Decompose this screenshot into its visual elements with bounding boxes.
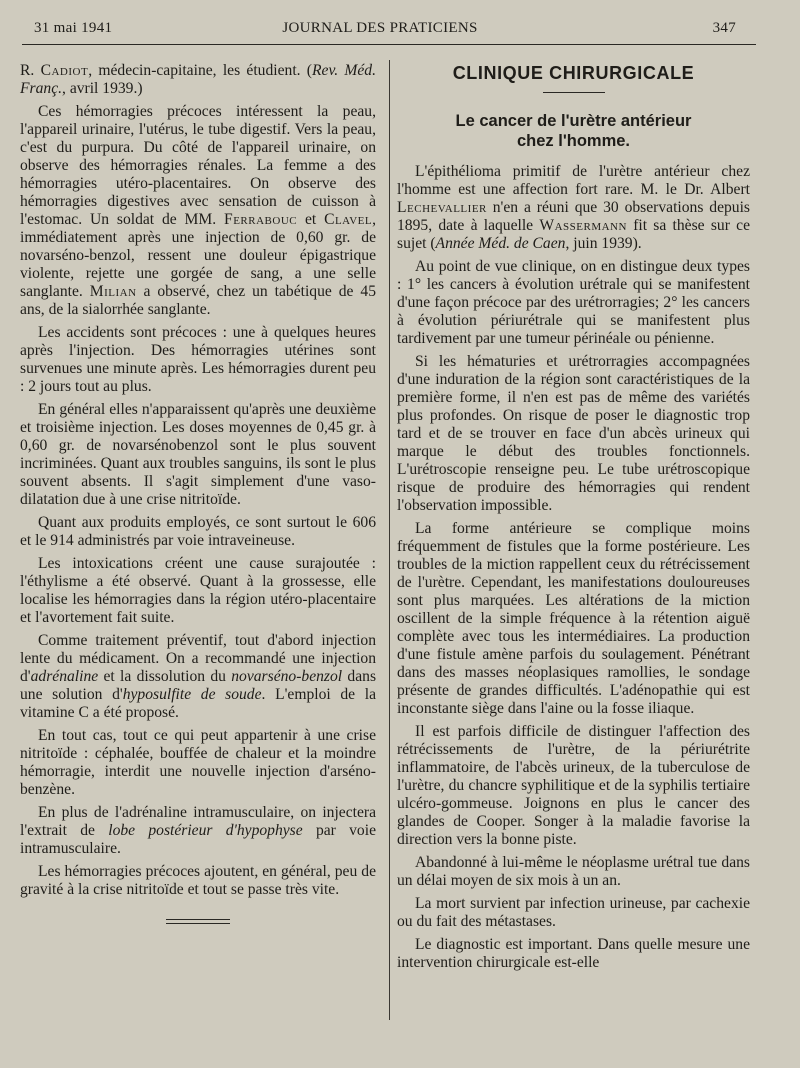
paragraph: La forme antérieure se complique moins fréquemment de fistules que la forme postérieure. Les troubles de la miction rappellent ceux du rétrécissement de l'urètre. Cependant, les manifestations douloureuses sont plus marquées. Les altérations de la miction oscillent de la simple fréquence à la rétention aiguë complète avec tous les intermédiaires. La production d'une fistule amène parfois du soulagement. Pénétrant dans des masses néoplasiques ramollies, le sondage présente de grandes difficultés. L'adénopathie qui est inconstante siège dans l'aine ou la fosse iliaque.: [397, 520, 750, 717]
right-column: [397, 62, 750, 977]
paragraph: Abandonné à lui-même le néoplasme urétral tue dans un délai moyen de six mois à un an.: [397, 854, 750, 889]
paragraph: Les accidents sont précoces : une à quelques heures après l'injection. Des hémorragies utérines sont survenues une minute après. Les hémorragies durent peu : 2 jours tout au plus.: [20, 324, 376, 395]
journal-title: JOURNAL DES PRATICIENS: [282, 20, 478, 36]
paragraph: L'épithélioma primitif de l'urètre antérieur chez l'homme est une affection fort rare. M. le Dr. Albert Lechevallier n'en a réuni que 30 observations depuis 1895, date à laquelle Wassermann fit sa thèse sur ce sujet (Année Méd. de Caen, juin 1939).: [397, 163, 750, 252]
article-title: Le cancer de l'urètre antérieur chez l'homme.: [455, 112, 692, 150]
paragraph: Le diagnostic est important. Dans quelle mesure une intervention chirurgicale est-elle: [397, 936, 750, 971]
paragraph: Ces hémorragies précoces intéressent la peau, l'appareil urinaire, l'utérus, le tube digestif. Vers la peau, c'est du purpura. Du côté de l'appareil urinaire, on observe des hémorragies rénales. La femme a des hémorragies utéro-placentaires. On observe des hémorragies digestives avec sensation de cuisson à l'estomac. Un soldat de MM. Ferrabouc et Clavel, immédiatement après une injection de 0,60 gr. de novarséno-benzol, ressent une douleur épigastrique violente, rejette une gorgée de sang, a une selle sanglante. Milian a observé, chez un tabétique de 45 ans, de la sialorrhée sanglante.: [20, 103, 376, 318]
paragraph: Il est parfois difficile de distinguer l'affection des rétrécissements de l'urètre, de la périurétrite inflammatoire, de l'abcès urineux, de la tuberculose de l'urètre, du chancre syphilitique et de la syphilis tertiaire ulcéro-gommeuse. Joignons en plus le cancer des glandes de Cooper. Songer à la maladie favorise la direction vers la bonne piste.: [397, 723, 750, 848]
header-rule: [22, 44, 756, 45]
left-column: [20, 62, 376, 924]
paragraph: Quant aux produits employés, ce sont surtout le 606 et le 914 administrés par voie intraveineuse.: [20, 514, 376, 549]
paragraph: Au point de vue clinique, on en distingue deux types : 1° les cancers à évolution urétrale qui se manifestent d'une façon précoce par des urétrorragies; 2° les cancers à évolution périurétrale qui se manifestent plus tardivement par une tumeur périnéale ou pénienne.: [397, 258, 750, 347]
end-ornament-rule: [166, 919, 230, 924]
page-number: 347: [712, 20, 736, 36]
paragraph: La mort survient par infection urineuse, par cachexie ou du fait des métastases.: [397, 895, 750, 930]
paragraph: En général elles n'apparaissent qu'après une deuxième et troisième injection. Les doses moyennes de 0,45 gr. à 0,60 gr. de novarsénobenzol sont le plus souvent incriminées. Quant aux troubles sanguins, ils sont le plus souvent absents. Il s'agit simplement d'une vaso-dilatation due à une crise nitritoïde.: [20, 401, 376, 508]
paragraph: Comme traitement préventif, tout d'abord injection lente du médicament. On a recommandé une injection d'adrénaline et la dissolution du novarséno-benzol dans une solution d'hyposulfite de soude. L'emploi de la vitamine C a été proposé.: [20, 632, 377, 721]
section-heading: CLINIQUE CHIRURGICALE: [452, 63, 695, 83]
issue-date: 31 mai 1941: [34, 20, 113, 36]
paragraph: R. Cadiot, médecin-capitaine, les étudient. (Rev. Méd. Franç., avril 1939.): [20, 62, 376, 97]
column-divider: [389, 60, 390, 1020]
section-rule: [543, 92, 605, 93]
paragraph: Si les hématuries et urétrorragies accompagnées d'une induration de la région sont caractéristiques de la première forme, il n'en est pas de même des variétés plus profondes. On risque de poser le diagnostic trop tard et de se trouver en face d'un abcès urineux qui marque le début des troubles fonctionnels. L'urétroscopie renseigne peu. Le tube urétroscopique risque de produire des hémorragies qui rendent l'observation impossible.: [397, 353, 750, 514]
paragraph: En tout cas, tout ce qui peut appartenir à une crise nitritoïde : céphalée, bouffée de chaleur et la moindre hémorragie, interdit une nouvelle injection d'arséno-benzène.: [20, 727, 376, 798]
running-header: [0, 18, 800, 44]
paragraph: Les hémorragies précoces ajoutent, en général, peu de gravité à la crise nitritoïde et tout se passe très vite.: [20, 863, 376, 898]
paragraph: Les intoxications créent une cause surajoutée : l'éthylisme a été observé. Quant à la grossesse, elle localise les hémorragies dans la région utéro-placentaire et l'avortement fait suite.: [20, 555, 376, 626]
paragraph: En plus de l'adrénaline intramusculaire, on injectera l'extrait de lobe postérieur d'hypophyse par voie intramusculaire.: [20, 804, 376, 857]
